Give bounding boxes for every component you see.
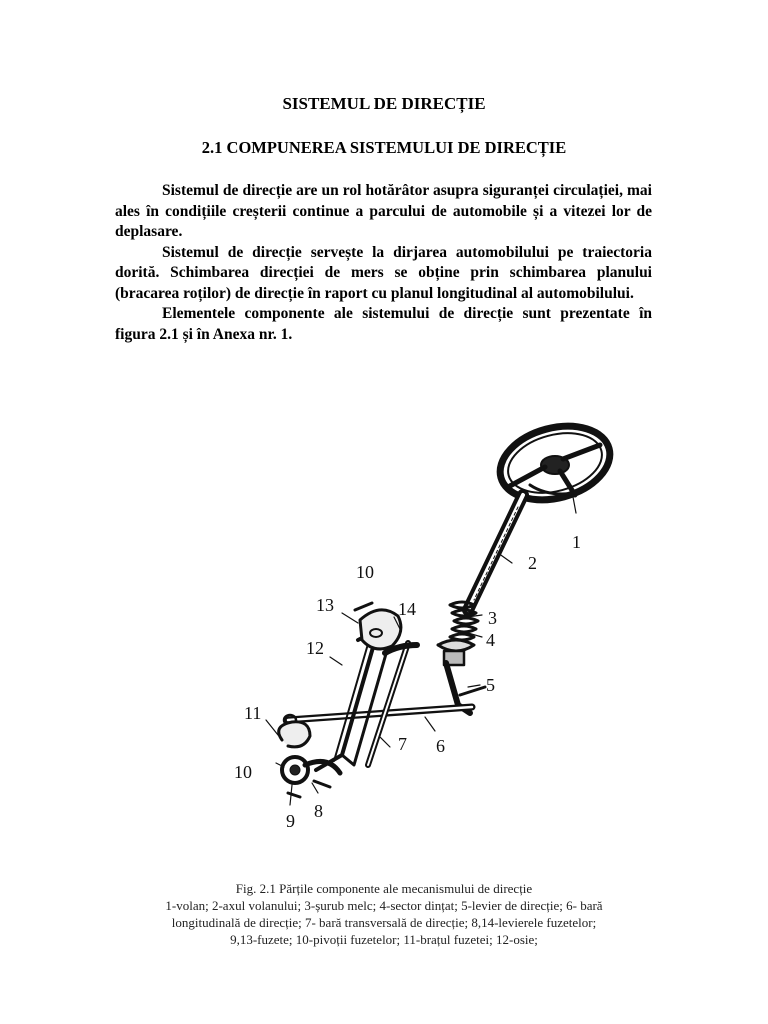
- figure-label-13: 13: [316, 595, 334, 615]
- caption-title: Fig. 2.1 Părțile componente ale mecanismului de direcție: [235, 881, 533, 896]
- drag-link-drawing: [284, 707, 472, 725]
- figure-label-10-lower: 10: [234, 762, 252, 782]
- figure-label-8: 8: [314, 801, 323, 821]
- page-title: SISTEMUL DE DIRECȚIE: [282, 94, 486, 113]
- caption-line: 1-volan; 2-axul volanului; 3-șurub melc; 4-sector dințat; 5-levier de direcție; 6- bară: [165, 898, 603, 913]
- caption-line: longitudinală de direcție; 7- bară transversală de direcție; 8,14-levierele fuzetelor;: [171, 915, 597, 930]
- body-text: [115, 181, 652, 345]
- figure-label-10-upper: 10: [356, 562, 374, 582]
- paragraph: Elementele componente ale sistemului de direcție sunt prezentate în figura 2.1 și în Anexa nr. 1.: [115, 305, 652, 343]
- figure-label-12: 12: [306, 638, 324, 658]
- figure-caption: [100, 880, 668, 948]
- figure-label-5: 5: [486, 675, 495, 695]
- figure-label-9: 9: [286, 811, 295, 831]
- figure-label-2: 2: [528, 553, 537, 573]
- paragraph: Sistemul de direcție are un rol hotărâtor asupra siguranței circulației, mai ales în condițiile creșterii continue a parcului de automobile și a vitezei lor de deplasare.: [115, 182, 652, 240]
- section-heading: 2.1 COMPUNEREA SISTEMULUI DE DIRECȚIE: [201, 138, 567, 157]
- figure-label-6: 6: [436, 736, 445, 756]
- axle-beam-drawing: [316, 630, 390, 770]
- figure-label-4: 4: [486, 630, 495, 650]
- figure-label-11: 11: [244, 703, 262, 723]
- steering-wheel-drawing: [492, 415, 618, 512]
- paragraph: Sistemul de direcție servește la dirjarea automobilului pe traiectoria dorită. Schimbarea direcției de mers se obține prin schimbarea planului (bracarea roților) de direcție în raport cu planul longitudinal al automobilului.: [115, 243, 652, 302]
- figure-label-14: 14: [398, 599, 416, 619]
- figure-label-3: 3: [488, 608, 497, 628]
- figure-label-7: 7: [398, 734, 407, 754]
- worm-gear-drawing: [438, 602, 478, 665]
- steering-column-drawing: [468, 495, 523, 610]
- figure-label-1: 1: [572, 532, 581, 552]
- steering-system-figure: [230, 395, 630, 835]
- caption-line: 9,13-fuzete; 10-pivoții fuzetelor; 11-brațul fuzetei; 12-osie;: [230, 932, 538, 947]
